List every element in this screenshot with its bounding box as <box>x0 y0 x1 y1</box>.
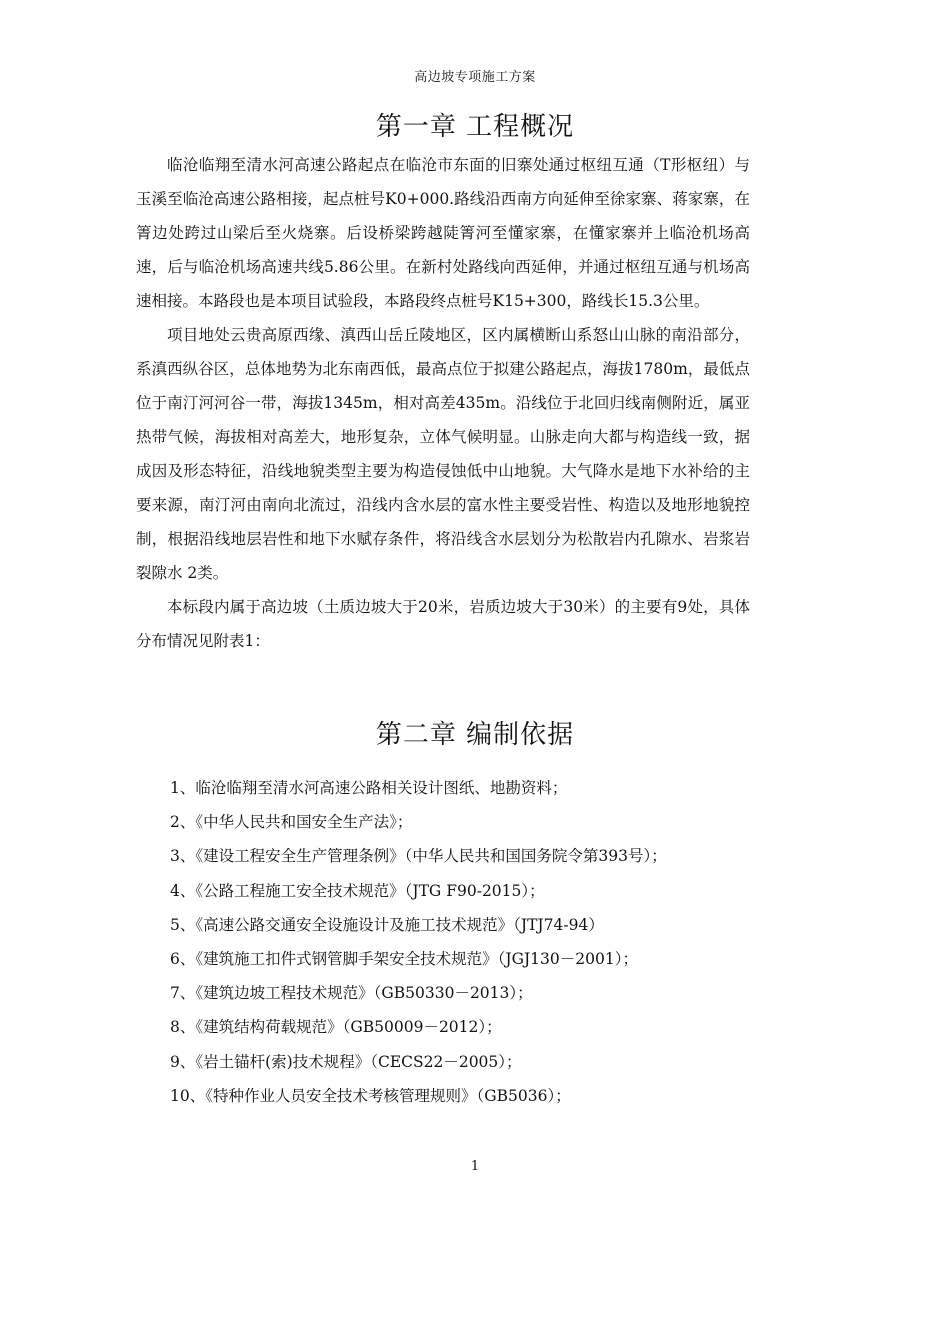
reference-item: 1、临沧临翔至清水河高速公路相关设计图纸、地勘资料； <box>170 779 568 797</box>
overview-paragraph-terrain: 项目地处云贵高原西缘、滇西山岳丘陵地区，区内属横断山系怒山山脉的南沿部分，系滇西纵谷区，总体地势为北东南西低，最高点位于拟建公路起点，海拔1780m，最低点位于南汀河河谷一带，海拔1345m，相对高差435m。沿线位于北回归线南侧附近，属亚热带气候，海拔相对高差大，地形复杂，立体气候明显。山脉走向大都与构造线一致，据成因及形态特征，沿线地貌类型主要为构造侵蚀低中山地貌。大气降水是地下水补给的主要来源，南汀河由南向北流过，沿线内含水层的富水性主要受岩性、构造以及地形地貌控制，根据沿线地层岩性和地下水赋存条件，将沿线含水层划分为松散岩内孔隙水、岩浆岩裂隙水 2类。 <box>136 326 750 582</box>
page-number: 1 <box>470 1159 480 1174</box>
reference-item: 9、《岩土锚杆(索)技术规程》（CECS22－2005）； <box>170 1052 522 1071</box>
reference-item: 8、《建筑结构荷载规范》（GB50009－2012）； <box>170 1018 502 1037</box>
chapter-2-title: 第二章 编制依据 <box>375 720 575 750</box>
reference-item: 10、《特种作业人员安全技术考核管理规则》（GB5036）； <box>170 1086 571 1105</box>
reference-item: 4、《公路工程施工安全技术规范》（JTG F90-2015）； <box>170 881 545 900</box>
reference-list <box>170 771 770 1113</box>
page-header: 高边坡专项施工方案 <box>414 70 536 85</box>
reference-item: 6、《建筑施工扣件式钢管脚手架安全技术规范》（JGJ130－2001）； <box>170 949 638 968</box>
overview-paragraph-route: 临沧临翔至清水河高速公路起点在临沧市东面的旧寨处通过枢纽互通（T形枢纽）与玉溪至临沧高速公路相接，起点桩号K0+000.路线沿西南方向延伸至徐家寨、蒋家寨，在箐边处跨过山梁后至火烧寨。后设桥梁跨越陡箐河至懂家寨，在懂家寨并上临沧机场高速，后与临沧机场高速共线5.86公里。在新村处路线向西延伸，并通过枢纽互通与机场高速相接。本路段也是本项目试验段，本路段终点桩号K15+300，路线长15.3公里。 <box>136 156 750 310</box>
chapter-1-title: 第一章 工程概况 <box>375 112 575 142</box>
reference-item: 3、《建设工程安全生产管理条例》（中华人民共和国国务院令第393号）； <box>170 847 667 866</box>
reference-item: 7、《建筑边坡工程技术规范》（GB50330－2013）； <box>170 984 533 1003</box>
reference-item: 2、《中华人民共和国安全生产法》； <box>170 813 413 832</box>
chapter-1-body <box>136 148 750 658</box>
reference-item: 5、《高速公路交通安全设施设计及施工技术规范》（JTJ74-94） <box>170 915 604 934</box>
overview-paragraph-slopes: 本标段内属于高边坡（土质边坡大于20米，岩质边坡大于30米）的主要有9处，具体分布情况见附表1： <box>136 598 750 650</box>
